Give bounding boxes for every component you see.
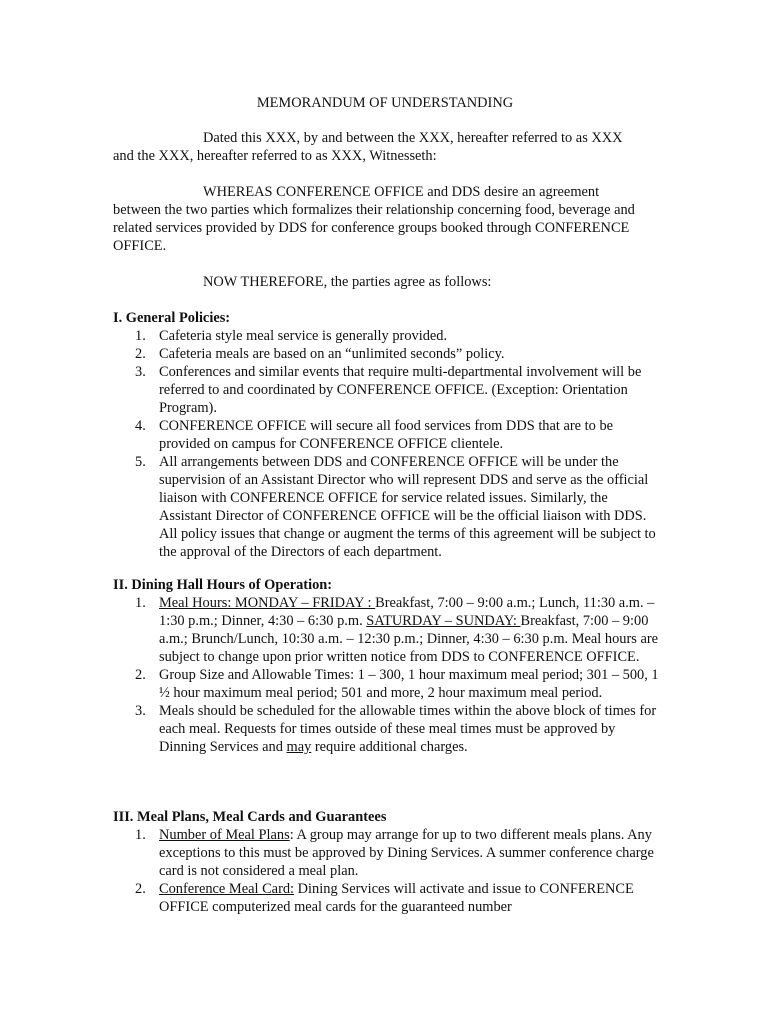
list-number: 2. bbox=[135, 881, 146, 897]
section-heading-text: . General Policies: bbox=[118, 310, 231, 326]
intro-line-2: and the XXX, hereafter referred to as XXX, Witnesseth: bbox=[113, 148, 437, 164]
emphasis-may: may bbox=[286, 739, 312, 755]
section-meal-plans bbox=[113, 808, 663, 916]
list-number: 3. bbox=[135, 703, 146, 719]
now-therefore-paragraph: NOW THEREFORE, the parties agree as follows: bbox=[203, 274, 492, 290]
intro-line-1: Dated this XXX, by and between the XXX, hereafter referred to as XXX bbox=[203, 130, 623, 146]
meal-plans-list bbox=[113, 826, 663, 916]
meal-card-label: Conference Meal Card: bbox=[159, 881, 295, 897]
list-item bbox=[113, 594, 663, 666]
list-number: 3. bbox=[135, 364, 146, 380]
document-title: MEMORANDUM OF UNDERSTANDING bbox=[256, 95, 514, 111]
whereas-line-1: WHEREAS CONFERENCE OFFICE and DDS desire an agreement bbox=[203, 184, 600, 200]
list-number: 2. bbox=[135, 667, 146, 683]
list-item bbox=[113, 453, 663, 561]
weekend-hours-text: Breakfast, 7:00 – 9:00 a.m.; Brunch/Lunch, 10:30 a.m. – 12:30 p.m.; Dinner, 4:30 – 6:30 p.m. Meal hours are subject to change upon prior written notice from DDS to CONFERENCE OFFICE. bbox=[159, 613, 659, 665]
meal-plans-label: Number of Meal Plans bbox=[159, 827, 290, 843]
intro-paragraph bbox=[113, 129, 653, 165]
list-item bbox=[113, 702, 663, 756]
section-dining-hours bbox=[113, 576, 663, 756]
list-item-text: : A group may arrange for up to two different meals plans. Any exceptions to this must be approved by Dining Services. A summer conference charge card is not considered a meal plan. bbox=[159, 827, 654, 879]
section-numeral: I bbox=[113, 310, 119, 326]
list-item bbox=[113, 327, 663, 345]
list-item-text: Cafeteria meals are based on an “unlimited seconds” policy. bbox=[159, 346, 505, 362]
list-number: 2. bbox=[135, 346, 146, 362]
list-item-text: Group Size and Allowable Times: 1 – 300, 1 hour maximum meal period; 301 – 500, 1 ½ hour maximum meal period; 501 and more, 2 hour maximum meal period. bbox=[159, 667, 659, 701]
list-number: 5. bbox=[135, 454, 146, 470]
list-item bbox=[113, 417, 663, 453]
list-item bbox=[113, 363, 663, 417]
section-general-policies bbox=[113, 309, 663, 561]
whereas-rest: between the two parties which formalizes their relationship concerning food, beverage and related services provided by DDS for conference groups booked through CONFERENCE OFFICE. bbox=[113, 202, 635, 254]
hours-list bbox=[113, 594, 663, 756]
list-item-text: Meals should be scheduled for the allowable times within the above block of times for each meal. Requests for times outside of these meal times must be approved by Dinning Services and bbox=[159, 703, 657, 755]
list-item-text: All arrangements between DDS and CONFERENCE OFFICE will be under the supervision of an Assistant Director who will represent DDS and serve as the official liaison with CONFERENCE OFFICE for service related issues. Similarly, the Assistant Director of CONFERENCE OFFICE will be the official liaison with DDS. All policy issues that change or augment the terms of this agreement will be subject to the approval of the Directors of each department. bbox=[159, 454, 656, 560]
list-number: 4. bbox=[135, 418, 146, 434]
list-item-text: Conferences and similar events that require multi-departmental involvement will be referred to and coordinated by CONFERENCE OFFICE. (Exception: Orientation Program). bbox=[159, 364, 642, 416]
meal-hours-label: Meal Hours: MONDAY – FRIDAY : bbox=[159, 595, 376, 611]
whereas-paragraph bbox=[113, 183, 653, 255]
section-heading: III. Meal Plans, Meal Cards and Guarantees bbox=[113, 809, 387, 825]
section-heading bbox=[113, 309, 663, 327]
list-item-text: CONFERENCE OFFICE will secure all food services from DDS that are to be provided on campus for CONFERENCE OFFICE clientele. bbox=[159, 418, 614, 452]
list-item-text: Cafeteria style meal service is generally provided. bbox=[159, 328, 448, 344]
list-item-text-end: require additional charges. bbox=[311, 739, 468, 755]
list-item bbox=[113, 880, 663, 916]
policy-list bbox=[113, 327, 663, 561]
weekday-hours-text: Breakfast, 7:00 – 9:00 a.m.; Lunch, 11:30 a.m. – 1:30 p.m.; Dinner, 4:30 – 6:30 p.m. bbox=[159, 595, 655, 629]
section-heading: II. Dining Hall Hours of Operation: bbox=[113, 577, 333, 593]
list-item-text: Dining Services will activate and issue to CONFERENCE OFFICE computerized meal cards for the guaranteed number bbox=[159, 881, 634, 915]
list-item bbox=[113, 666, 663, 702]
list-number: 1. bbox=[135, 328, 146, 344]
weekend-label: SATURDAY – SUNDAY: bbox=[366, 613, 521, 629]
list-number: 1. bbox=[135, 827, 146, 843]
list-number: 1. bbox=[135, 595, 146, 611]
list-item bbox=[113, 826, 663, 880]
list-item bbox=[113, 345, 663, 363]
